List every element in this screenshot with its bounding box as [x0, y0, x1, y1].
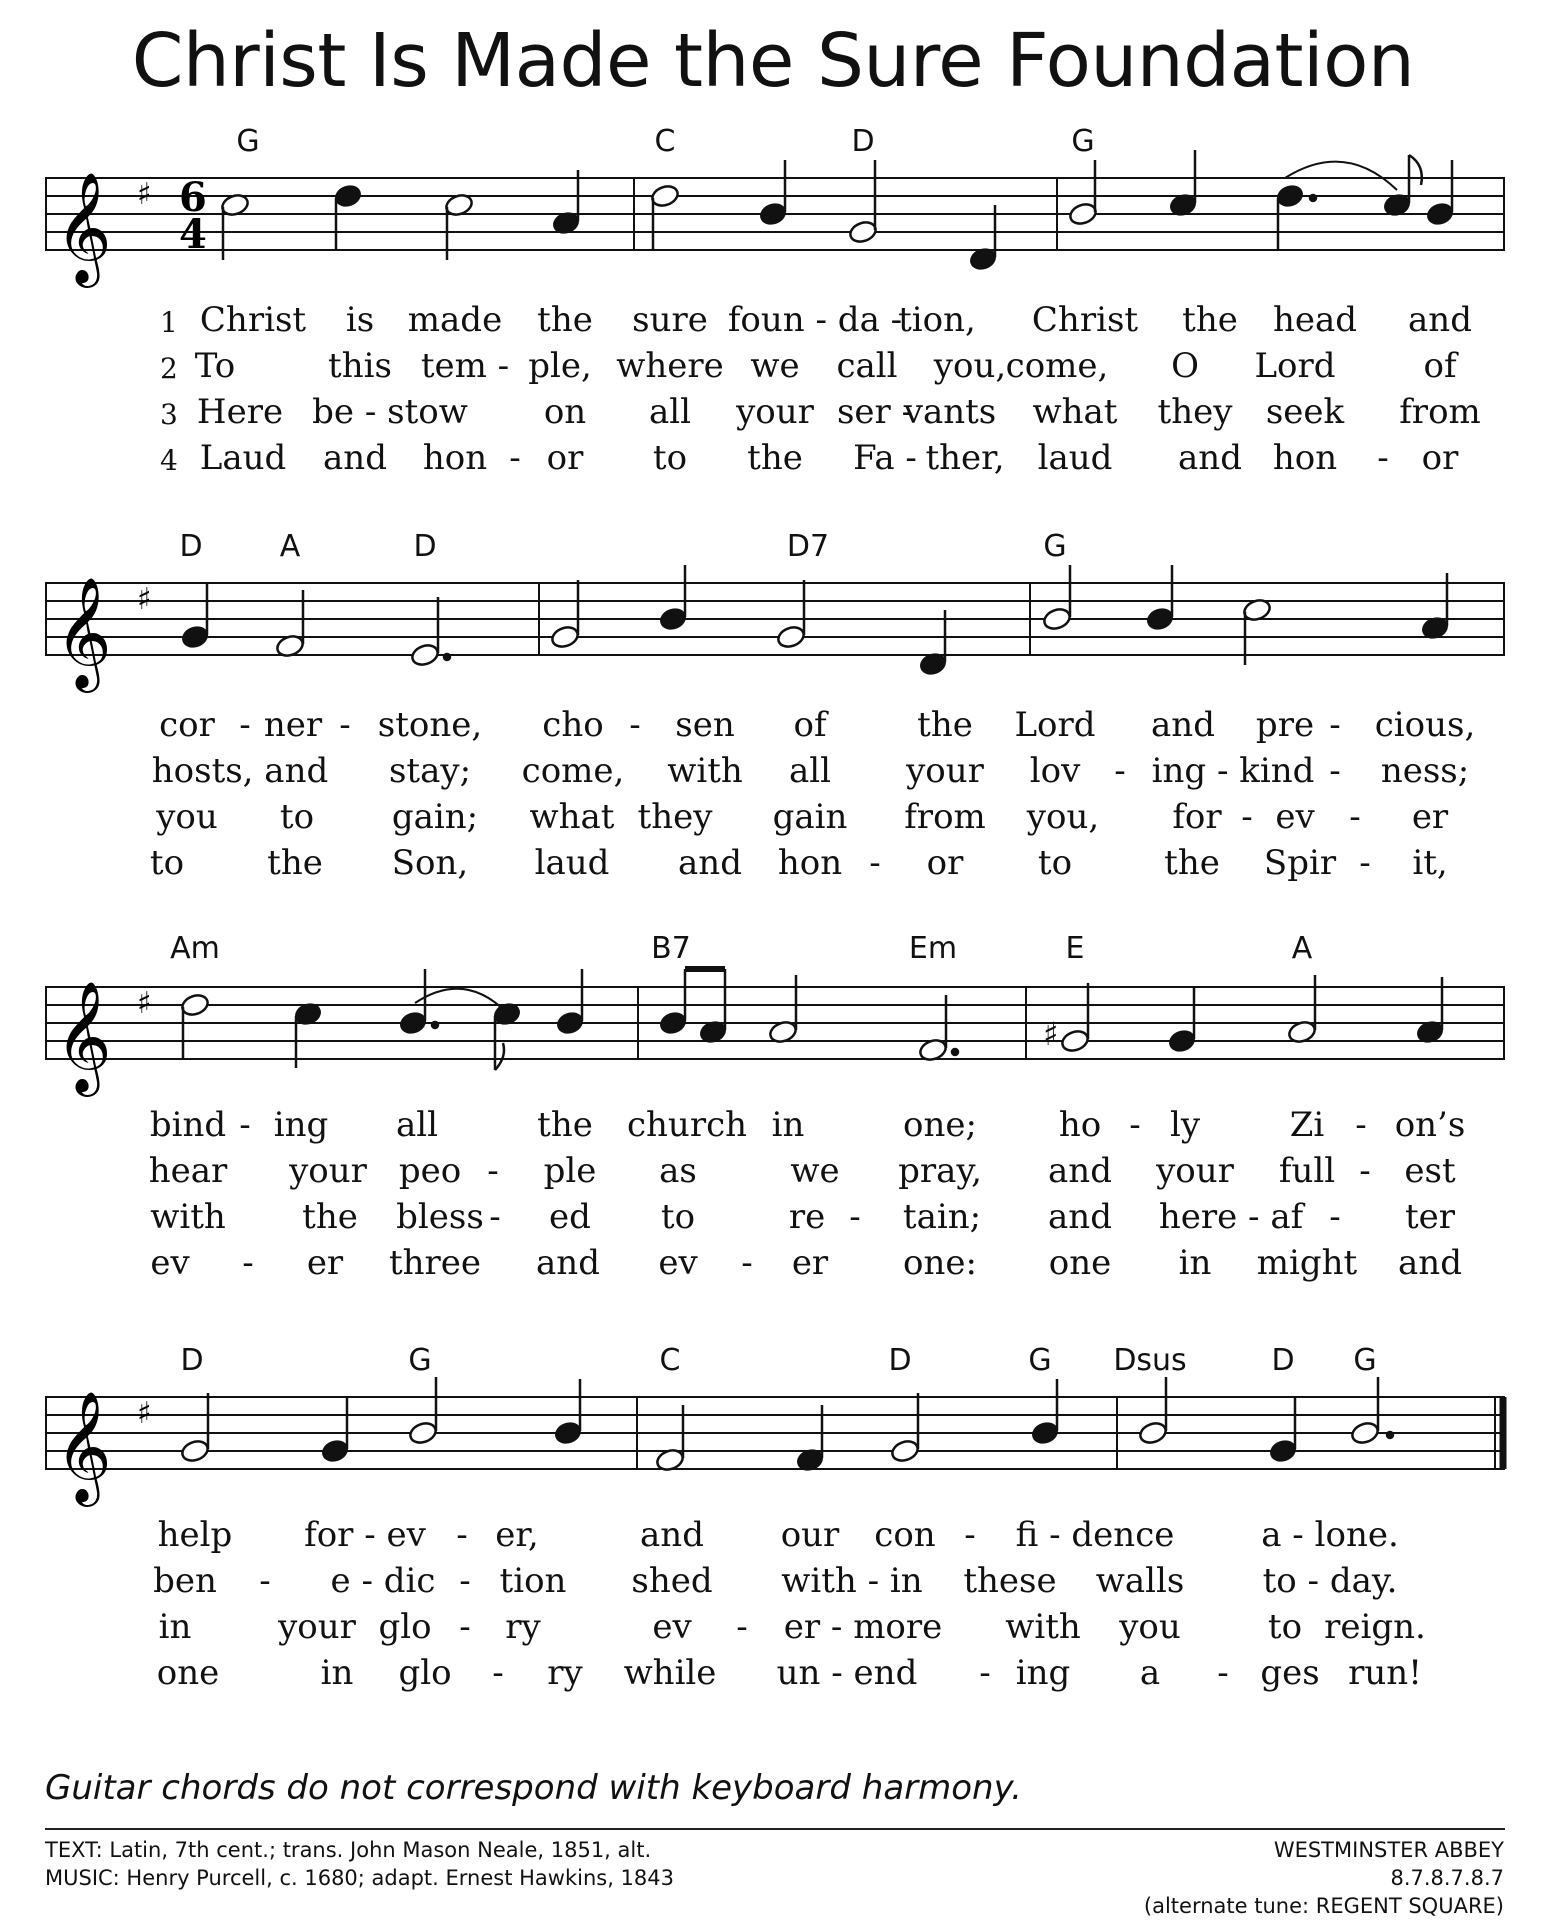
lyric-syllable: sen [675, 705, 735, 745]
lyric-syllable: Spir [1263, 843, 1337, 883]
lyric-syllable: full [1278, 1151, 1336, 1191]
lyric-syllable: the [267, 843, 323, 883]
key-signature-sharp: ♯ [137, 986, 152, 1021]
chord-symbol: D7 [786, 529, 830, 564]
lyric-syllable: - [1355, 1105, 1367, 1145]
svg-text:♯: ♯ [1043, 1015, 1059, 1053]
lyric-syllable: one: [903, 1243, 977, 1283]
lyric-syllable: in [1178, 1243, 1212, 1283]
lyric-syllable: reign. [1324, 1607, 1426, 1647]
lyric-syllable: and [1048, 1151, 1112, 1191]
lyric-syllable: ev [658, 1243, 698, 1283]
lyric-syllable: ry [505, 1607, 541, 1647]
lyric-syllable: O [1171, 346, 1199, 386]
lyric-syllable: is [345, 300, 375, 340]
lyric-syllable: be - stow [312, 392, 468, 432]
lyric-syllable: peo [398, 1151, 462, 1191]
lyric-syllable: and [678, 843, 742, 883]
lyric-syllable: or [1421, 438, 1459, 478]
lyric-syllable: the [302, 1197, 358, 1237]
lyric-syllable: To [194, 346, 236, 386]
music-system-1 [45, 120, 1505, 500]
lyric-syllable: we [750, 346, 800, 386]
lyric-syllable: one; [903, 1105, 977, 1145]
lyric-syllable: laud [534, 843, 610, 883]
lyric-syllable: sure [632, 300, 708, 340]
lyric-syllable: made [407, 300, 503, 340]
lyric-syllable: - [1129, 1105, 1141, 1145]
lyric-syllable: and [1048, 1197, 1112, 1237]
lyric-syllable: come, [1005, 346, 1109, 386]
lyric-line [45, 797, 1505, 841]
chord-symbol: Em [908, 931, 958, 966]
lyric-syllable: and [1151, 705, 1215, 745]
lyric-syllable: you, [1026, 797, 1100, 837]
lyric-syllable: the [1182, 300, 1238, 340]
lyric-syllable: - [741, 1243, 753, 1283]
lyric-syllable: hear [148, 1151, 228, 1191]
lyric-syllable: might [1256, 1243, 1358, 1283]
lyric-syllable: - [1359, 843, 1371, 883]
key-signature-sharp: ♯ [137, 177, 152, 212]
lyric-syllable: a - lone. [1261, 1515, 1399, 1555]
lyric-syllable: one [1048, 1243, 1112, 1283]
lyric-syllable: cious, [1374, 705, 1476, 745]
lyric-syllable: - [1329, 705, 1341, 745]
staff [45, 525, 1505, 725]
lyric-syllable: on [543, 392, 587, 432]
lyric-syllable: church [626, 1105, 748, 1145]
lyric-syllable: ges [1260, 1653, 1320, 1693]
chord-symbol: G [1071, 124, 1095, 159]
lyric-syllable: ed [549, 1197, 591, 1237]
lyric-syllable: Zi [1289, 1105, 1325, 1145]
lyric-syllable: our [780, 1515, 840, 1555]
lyric-syllable: of [793, 705, 827, 745]
lyric-syllable: what [529, 797, 615, 837]
verse-number: 1 [160, 306, 178, 339]
lyric-syllable: glo [378, 1607, 432, 1647]
lyric-syllable: one [156, 1653, 220, 1693]
lyric-syllable: stone, [377, 705, 483, 745]
lyric-syllable: or [546, 438, 584, 478]
lyric-syllable: fi - dence [1015, 1515, 1175, 1555]
lyric-line [45, 1197, 1505, 1241]
svg-text:𝄞: 𝄞 [55, 171, 112, 283]
key-signature-sharp: ♯ [137, 1396, 152, 1431]
lyric-syllable: - [1241, 797, 1253, 837]
lyric-syllable: your [289, 1151, 367, 1191]
lyric-syllable: ter [1404, 1197, 1456, 1237]
lyric-syllable: all [788, 751, 832, 791]
lyric-syllable: we [790, 1151, 840, 1191]
lyric-syllable: ry [547, 1653, 583, 1693]
lyric-syllable: - [459, 1561, 471, 1601]
lyric-syllable: shed [631, 1561, 713, 1601]
lyric-syllable: ho [1058, 1105, 1102, 1145]
lyric-line [45, 1243, 1505, 1287]
lyric-syllable: all [395, 1105, 439, 1145]
lyric-syllable: - [1329, 1197, 1341, 1237]
chord-symbol: D [179, 529, 203, 564]
lyric-syllable: ther, [925, 438, 1005, 478]
treble-clef-icon [55, 1390, 112, 1507]
lyric-syllable: tion [499, 1561, 567, 1601]
lyric-syllable: all [648, 392, 692, 432]
lyric-syllable: you [1119, 1607, 1181, 1647]
lyric-syllable: to - day. [1262, 1561, 1398, 1601]
lyric-syllable: pre [1255, 705, 1315, 745]
staff [45, 1335, 1505, 1545]
verse-number: 2 [160, 352, 178, 385]
lyric-syllable: three [388, 1243, 482, 1283]
lyric-line [45, 1607, 1505, 1651]
lyric-syllable: for - ev [304, 1515, 426, 1555]
lyric-syllable: seek [1265, 392, 1345, 432]
lyric-syllable: er [791, 1243, 829, 1283]
lyric-syllable: for [1172, 797, 1222, 837]
lyric-syllable: vants [903, 392, 997, 432]
lyric-syllable: to [1267, 1607, 1303, 1647]
lyric-syllable: ness; [1380, 751, 1470, 791]
lyric-line [45, 1653, 1505, 1697]
chord-symbol: D [180, 1343, 204, 1378]
lyric-syllable: here - af [1158, 1197, 1304, 1237]
lyric-syllable: Here [196, 392, 284, 432]
lyric-syllable: call [836, 346, 898, 386]
music-system-4 [45, 1335, 1505, 1725]
lyric-syllable: hon [777, 843, 843, 883]
lyric-syllable: - [736, 1607, 748, 1647]
lyric-line [45, 392, 1505, 436]
lyric-syllable: and [536, 1243, 600, 1283]
lyric-syllable: while [623, 1653, 717, 1693]
treble-clef-icon [55, 576, 112, 693]
chord-symbol: D [851, 124, 875, 159]
lyric-syllable: and [323, 438, 387, 478]
lyric-line [45, 438, 1505, 482]
svg-text:𝄞: 𝄞 [55, 980, 112, 1092]
lyric-syllable: er, [495, 1515, 539, 1555]
lyric-syllable: est [1404, 1151, 1456, 1191]
lyric-syllable: - [964, 1515, 976, 1555]
lyric-syllable: glo [398, 1653, 452, 1693]
lyric-syllable: or [926, 843, 964, 883]
lyric-syllable: er [1411, 797, 1449, 837]
lyric-syllable: - [1377, 438, 1389, 478]
lyric-syllable: your [278, 1607, 356, 1647]
lyric-syllable: - [489, 1197, 501, 1237]
music-credit: MUSIC: Henry Purcell, c. 1680; adapt. Ernest Hawkins, 1843 [45, 1866, 675, 1890]
lyric-syllable: you, [933, 346, 1007, 386]
lyric-syllable: the [917, 705, 973, 745]
lyric-syllable: as [659, 1151, 697, 1191]
meter: 8.7.8.7.8.7 [1390, 1866, 1504, 1890]
lyric-syllable: to [660, 1197, 696, 1237]
lyric-syllable: cho [542, 705, 604, 745]
lyric-syllable: - [1359, 1151, 1371, 1191]
lyric-syllable: the [537, 1105, 593, 1145]
time-signature-bottom: 4 [179, 211, 207, 258]
chord-symbol: G [408, 1343, 432, 1378]
chord-symbol: D [413, 529, 437, 564]
lyric-line [45, 1105, 1505, 1149]
lyric-syllable: and [640, 1515, 704, 1555]
lyric-syllable: Lord [1014, 705, 1096, 745]
lyric-syllable: laud [1037, 438, 1113, 478]
lyric-syllable: with [1005, 1607, 1081, 1647]
lyric-line [45, 843, 1505, 887]
chord-symbol: Am [170, 931, 220, 966]
lyric-syllable: of [1423, 346, 1457, 386]
lyric-syllable: ly [1169, 1105, 1201, 1145]
lyric-syllable: Lord [1254, 346, 1336, 386]
lyric-syllable: ser - [836, 392, 914, 432]
key-signature-sharp: ♯ [137, 582, 152, 617]
lyric-syllable: hon [1272, 438, 1338, 478]
lyric-syllable: come, [521, 751, 625, 791]
lyric-syllable: - [979, 1653, 991, 1693]
lyric-syllable: - [1349, 797, 1361, 837]
lyric-syllable: your [736, 392, 814, 432]
chord-symbol: G [1028, 1343, 1052, 1378]
lyric-syllable: - [1329, 751, 1341, 791]
lyric-syllable: - [259, 1561, 271, 1601]
lyric-syllable: in [158, 1607, 192, 1647]
lyric-syllable: it, [1412, 843, 1448, 883]
lyric-syllable: hon [422, 438, 488, 478]
lyric-syllable: ben [153, 1561, 217, 1601]
alternate-tune: (alternate tune: REGENT SQUARE) [1143, 1894, 1504, 1918]
lyric-syllable: - [1114, 751, 1126, 791]
lyric-syllable: from [1399, 392, 1481, 432]
lyric-syllable: - [629, 705, 641, 745]
lyric-syllable: tem - [420, 346, 510, 386]
lyric-syllable: - [239, 705, 251, 745]
lyric-syllable: Christ [199, 300, 307, 340]
lyric-syllable: with - in [781, 1561, 923, 1601]
chord-symbol: E [1065, 931, 1085, 966]
lyric-syllable: walls [1095, 1561, 1185, 1601]
chord-symbol: A [1291, 931, 1313, 966]
tune-name: WESTMINSTER ABBEY [1273, 1838, 1504, 1862]
lyric-syllable: the [537, 300, 593, 340]
lyric-syllable: Son, [391, 843, 469, 883]
chord-symbol: C [654, 124, 676, 159]
chord-symbol: A [279, 529, 301, 564]
lyric-syllable: tain; [902, 1197, 982, 1237]
lyric-syllable: ev [150, 1243, 190, 1283]
chord-symbol: C [659, 1343, 681, 1378]
treble-clef-icon [55, 980, 112, 1097]
lyric-syllable: and [1398, 1243, 1462, 1283]
lyric-syllable: - [509, 438, 521, 478]
hymn-title: Christ Is Made the Sure Foundation [131, 18, 1415, 104]
chord-symbol: G [1043, 529, 1067, 564]
lyric-syllable: on’s [1394, 1105, 1466, 1145]
treble-clef-icon [55, 171, 112, 288]
svg-text:𝄞: 𝄞 [55, 1390, 112, 1502]
lyric-syllable: the [747, 438, 803, 478]
lyric-syllable: stay; [388, 751, 472, 791]
chord-symbol: G [1353, 1343, 1377, 1378]
time-signature-top: 6 [179, 174, 207, 221]
lyric-syllable: ing - kind [1151, 751, 1315, 791]
lyric-syllable: - [459, 1607, 471, 1647]
lyric-syllable: run! [1348, 1653, 1422, 1693]
lyric-line [45, 705, 1505, 749]
lyric-syllable: - [239, 1105, 251, 1145]
chord-symbol: B7 [651, 931, 691, 966]
lyric-syllable: to [279, 797, 315, 837]
lyric-syllable: head [1272, 300, 1358, 340]
lyric-line [45, 751, 1505, 795]
lyric-syllable: your [1156, 1151, 1234, 1191]
lyric-syllable: - [869, 843, 881, 883]
guitar-chord-note: Guitar chords do not correspond with keyboard harmony. [45, 1768, 1022, 1808]
lyric-syllable: to [1037, 843, 1073, 883]
lyric-syllable: e - dic [330, 1561, 436, 1601]
lyric-syllable: to [652, 438, 688, 478]
svg-text:𝄞: 𝄞 [55, 576, 112, 688]
lyric-syllable: Fa - [853, 438, 917, 478]
lyric-line [45, 300, 1505, 344]
lyric-line [45, 1151, 1505, 1195]
lyric-syllable: ev [652, 1607, 692, 1647]
music-system-2 [45, 525, 1505, 905]
lyric-syllable: in [771, 1105, 805, 1145]
lyric-syllable: ple, [528, 346, 592, 386]
lyric-syllable: the [1164, 843, 1220, 883]
chord-symbol: D [888, 1343, 912, 1378]
staff [45, 925, 1505, 1135]
lyric-syllable: to [149, 843, 185, 883]
lyric-syllable: er [306, 1243, 344, 1283]
lyric-syllable: in [320, 1653, 354, 1693]
lyric-syllable: gain [772, 797, 848, 837]
lyric-syllable: you [156, 797, 218, 837]
lyric-syllable: - [456, 1515, 468, 1555]
verse-number: 4 [160, 444, 178, 477]
lyric-syllable: tion, [898, 300, 976, 340]
staff [45, 120, 1505, 320]
lyric-syllable: with [150, 1197, 226, 1237]
lyric-syllable: ing [273, 1105, 329, 1145]
text-credit: TEXT: Latin, 7th cent.; trans. John Mason Neale, 1851, alt. [45, 1838, 652, 1862]
lyric-syllable: hosts, and [151, 751, 329, 791]
lyric-syllable: bless [396, 1197, 484, 1237]
lyric-syllable: Laud [199, 438, 287, 478]
lyric-syllable: lov [1029, 751, 1081, 791]
chord-symbol: G [236, 124, 260, 159]
lyric-syllable: Christ [1031, 300, 1139, 340]
lyric-syllable: gain; [391, 797, 479, 837]
lyric-syllable: con [874, 1515, 936, 1555]
lyric-syllable: - [339, 705, 351, 745]
lyric-syllable: foun - da - [727, 300, 903, 340]
lyric-syllable: ing [1015, 1653, 1071, 1693]
lyric-syllable: ner [263, 705, 323, 745]
lyric-syllable: where [616, 346, 724, 386]
lyric-syllable: a [1139, 1653, 1161, 1693]
chord-symbol: Dsus [1113, 1343, 1187, 1378]
lyric-syllable: - [849, 1197, 861, 1237]
lyric-syllable: un - end [776, 1653, 918, 1693]
lyric-syllable: ev [1275, 797, 1315, 837]
lyric-syllable: this [328, 346, 392, 386]
lyric-syllable: pray, [898, 1151, 982, 1191]
lyric-syllable: and [1178, 438, 1242, 478]
lyric-syllable: bind [149, 1105, 227, 1145]
lyric-syllable: - [1217, 1653, 1229, 1693]
lyric-syllable: help [157, 1515, 233, 1555]
lyric-syllable: these [963, 1561, 1057, 1601]
lyric-syllable: with [667, 751, 743, 791]
lyric-syllable: your [906, 751, 984, 791]
lyric-syllable: they [637, 797, 713, 837]
lyric-syllable: - [492, 1653, 504, 1693]
lyric-syllable: what [1032, 392, 1118, 432]
lyric-syllable: er - more [783, 1607, 943, 1647]
lyric-line [45, 1515, 1505, 1559]
lyric-syllable: cor [159, 705, 215, 745]
lyric-syllable: re [788, 1197, 826, 1237]
lyric-line [45, 1561, 1505, 1605]
verse-number: 3 [160, 398, 178, 431]
lyric-syllable: from [904, 797, 986, 837]
lyric-syllable: - [487, 1151, 499, 1191]
chord-symbol: D [1271, 1343, 1295, 1378]
lyric-syllable: they [1157, 392, 1233, 432]
lyric-line [45, 346, 1505, 390]
lyric-syllable: - [242, 1243, 254, 1283]
lyric-syllable: and [1408, 300, 1472, 340]
footer-divider [45, 1828, 1505, 1830]
music-system-3 [45, 925, 1505, 1315]
lyric-syllable: ple [543, 1151, 597, 1191]
